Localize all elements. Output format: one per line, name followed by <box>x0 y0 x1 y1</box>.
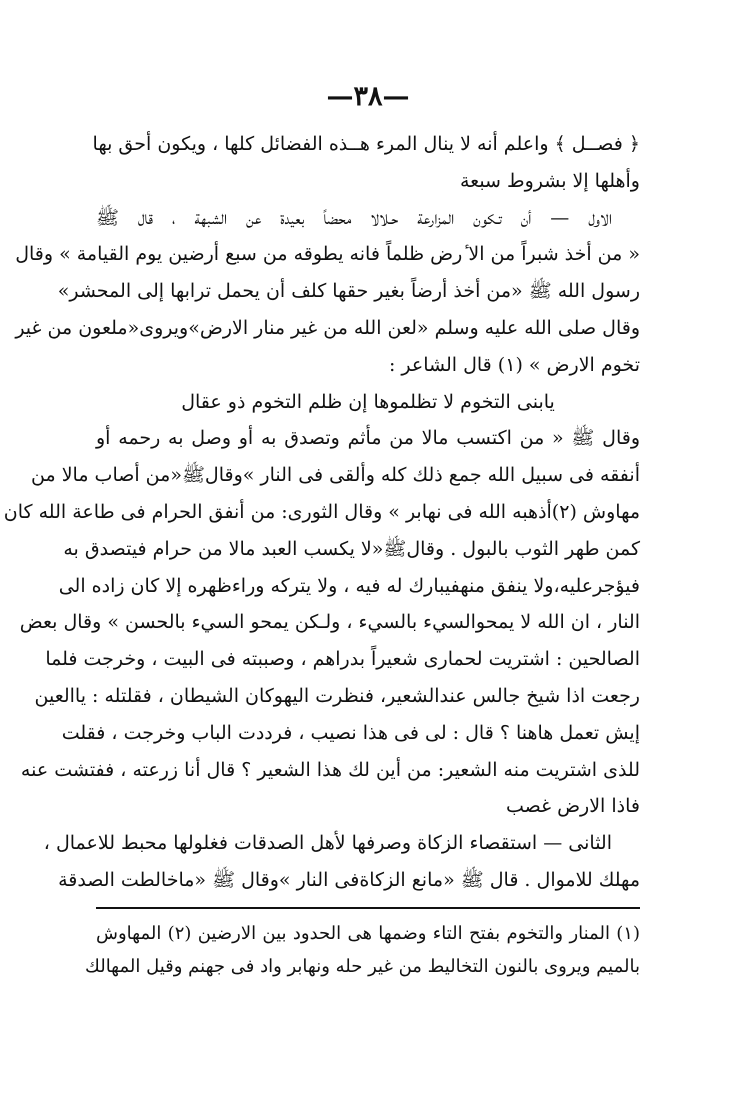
text-line: وقال صلى الله عليه وسلم «لعن الله من غير منار الارض»ويروى«ملعون من غير <box>15 316 640 339</box>
footnote-line: بالميم ويروى بالنون التخاليط من غير حله ونهابر واد فى جهنم وقيل المهالك <box>85 955 640 977</box>
footnotes <box>85 917 640 983</box>
text-line: الثانى — استقصاء الزكاة وصرفها لأهل الصدقات فغلولها محبط للاعمال ، <box>43 832 612 855</box>
text-line: مهاوش (٢)أذهبه الله فى نهابر » وقال الثورى: من أنفق الحرام فى طاعة الله كان <box>3 500 640 523</box>
text-line: الصالحين : اشتريت لحمارى شعيراً بدراهم ، وصببته فى البيت ، وخرجت فلما <box>45 648 640 671</box>
text-line: فاذا الارض غصب <box>505 795 640 818</box>
text-line: « من أخذ شبراً من الا ٔرض ظلماً فانه يطوقه من سبع أرضين يوم القيامة » وقال <box>15 243 640 266</box>
verse-line: يابنى التخوم لا تظلموها إن ظلم التخوم ذو عقال <box>181 390 555 413</box>
text-line: رسول الله ﷺ «من أخذ أرضاً بغير حقها كلف أن يحمل ترابها إلى المحشر» <box>57 280 640 303</box>
text-line: تخوم الارض » (١) قال الشاعر : <box>388 353 640 376</box>
text-line: الاول — أن تـكون المزارعة حـلالا محضاً بعيدة عن الشبهة ، قال ﷺ <box>96 206 612 229</box>
text-line: للذى اشتريت منه الشعير: من أين لك هذا الشعير ؟ قال أنا زرعته ، ففتشت عنه <box>20 758 640 781</box>
text-line: النار ، ان الله لا يمحوالسيء بالسيء ، ولـكن يمحو السيء بالحسن » وقال بعض <box>19 611 640 634</box>
text-line: أنفقه فى سبيل الله جمع ذلك كله وألقى فى النار »وقالﷺ«من أصاب مالا من <box>31 464 640 487</box>
main-text <box>3 126 640 899</box>
page-number: —٣٨— <box>326 81 410 112</box>
text-line: كمن طهر الثوب بالبول . وقالﷺ«لا يكسب العبد مالا من حرام فيتصدق به <box>63 537 640 560</box>
text-line: وقال ﷺ « من اكتسب مالا من مأثم وتصدق به أو وصل به رحمه أو <box>96 427 640 450</box>
text-line: إيش تعمل هاهنا ؟ قال : لى فى هذا نصيب ، فرددت الباب وخرجت ، فقلت <box>61 721 640 744</box>
footnote-divider <box>96 907 640 909</box>
text-line: ﴿ فصــل ﴾ واعلم أنه لا ينال المرء هــذه الفضائل كلها ، ويكون أحق بها <box>92 133 640 155</box>
text-line: مهلك للاموال . قال ﷺ «مانع الزكاةفى النار »وقال ﷺ «ماخالطت الصدقة <box>58 868 640 891</box>
footnote-line: (١) المنار والتخوم بفتح التاء وضمها هى الحدود بين الارضين (٢) المهاوش <box>96 922 640 944</box>
text-line: فيؤجرعليه،ولا ينفق منهفيبارك له فيه ، ولا يتركه وراءظهره إلا كان زاده الى <box>58 574 640 597</box>
text-line: وأهلها إلا بشروط سبعة <box>459 169 640 192</box>
text-line: رجعت اذا شيخ جالس عندالشعير، فنظرت اليهوكان الشيطان ، فقلتله : ياالعين <box>34 684 640 707</box>
